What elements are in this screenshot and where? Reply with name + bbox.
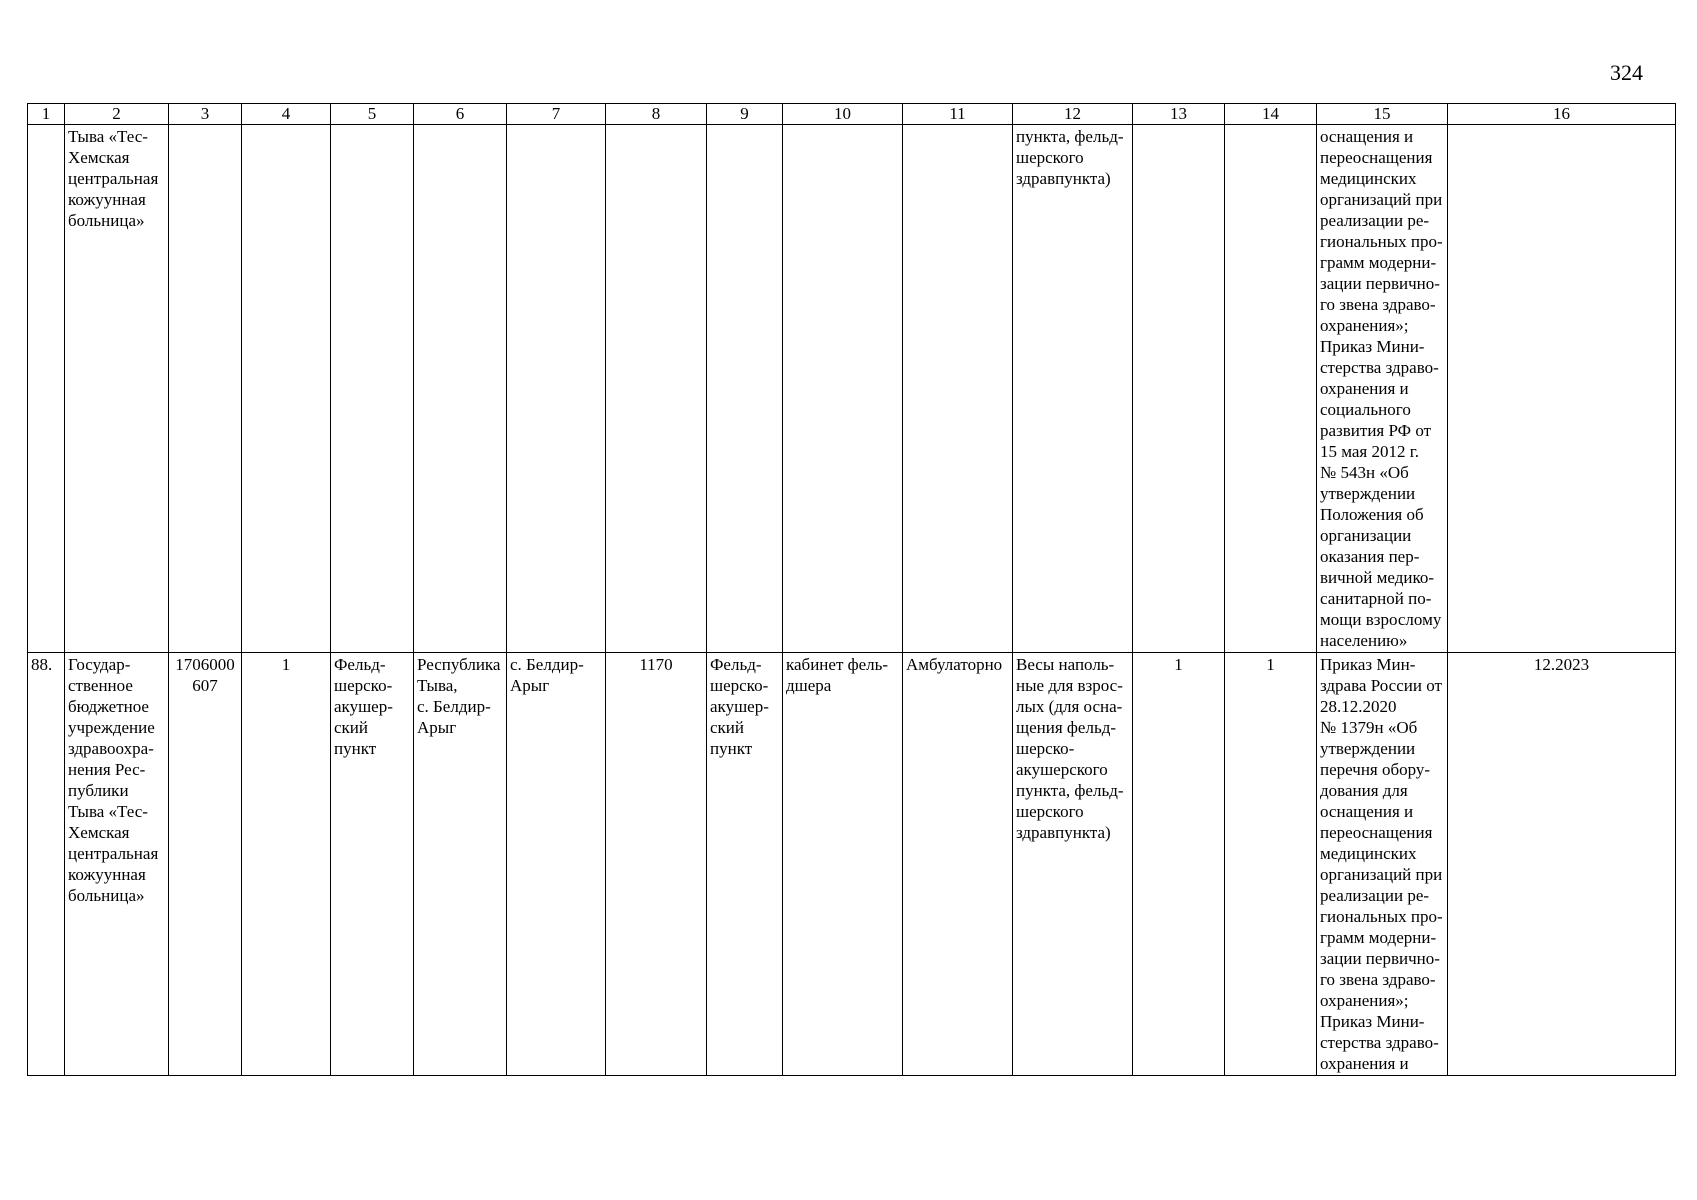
equipment-cell: пункта, фельд- шерского здравпункта)	[1013, 125, 1133, 653]
date-cell: 12.2023	[1448, 653, 1676, 1076]
care-type-cell: Амбулаторно	[903, 653, 1013, 1076]
room-cell: кабинет фель- дшера	[783, 653, 903, 1076]
equipment-cell: Весы наполь- ные для взрос- лых (для осна- щения фельд- шерско- акушерского пункта, фельд- шерского здравпункта)	[1013, 653, 1133, 1076]
row-number-cell: 88.	[28, 653, 65, 1076]
header-cell-9: 9	[707, 104, 783, 125]
address-cell	[414, 125, 507, 653]
code-cell	[169, 125, 242, 653]
header-cell-3: 3	[169, 104, 242, 125]
col5-cell	[331, 125, 414, 653]
col14-cell	[1225, 125, 1317, 653]
header-cell-12: 12	[1013, 104, 1133, 125]
document-table	[27, 103, 1676, 1076]
header-cell-10: 10	[783, 104, 903, 125]
organization-cell: Государ- ственное бюджетное учреждение здравоохра- нения Рес- публики Тыва «Тес- Хемская центральная кожуунная больница»	[65, 653, 169, 1076]
header-cell-1: 1	[28, 104, 65, 125]
header-cell-2: 2	[65, 104, 169, 125]
page-number: 324	[1610, 60, 1643, 85]
col9-cell	[707, 125, 783, 653]
room-cell	[783, 125, 903, 653]
settlement-cell	[507, 125, 606, 653]
col5-cell: Фельд- шерско- акушер- ский пункт	[331, 653, 414, 1076]
header-cell-8: 8	[606, 104, 707, 125]
header-cell-11: 11	[903, 104, 1013, 125]
col13-cell	[1133, 125, 1225, 653]
header-cell-14: 14	[1225, 104, 1317, 125]
col14-cell: 1	[1225, 653, 1317, 1076]
header-cell-16: 16	[1448, 104, 1676, 125]
care-type-cell	[903, 125, 1013, 653]
organization-cell: Тыва «Тес- Хемская центральная кожуунная больница»	[65, 125, 169, 653]
row-number-cell	[28, 125, 65, 653]
date-cell	[1448, 125, 1676, 653]
address-cell: Республика Тыва, с. Белдир- Арыг	[414, 653, 507, 1076]
legal-basis-cell: оснащения и переоснащения медицинских организаций при реализации ре- гиональных про- грамм модерни- зации первично- го звена здраво- охранения»; Приказ Мини- стерства здраво- охранения и социального развития РФ от 15 мая 2012 г. № 543н «Об утверждении Положения об организации оказания пер- вичной медико- санитарной по- мощи взрослому населению»	[1317, 125, 1448, 653]
code-cell: 1706000 607	[169, 653, 242, 1076]
col9-cell: Фельд- шерско- акушер- ский пункт	[707, 653, 783, 1076]
col8-cell: 1170	[606, 653, 707, 1076]
col13-cell: 1	[1133, 653, 1225, 1076]
col4-cell	[242, 125, 331, 653]
header-cell-7: 7	[507, 104, 606, 125]
header-cell-13: 13	[1133, 104, 1225, 125]
header-cell-4: 4	[242, 104, 331, 125]
col4-cell: 1	[242, 653, 331, 1076]
legal-basis-cell: Приказ Мин- здрава России от 28.12.2020 № 1379н «Об утверждении перечня обору- дования для оснащения и переоснащения медицинских организаций при реализации ре- гиональных про- грамм модерни- зации первично- го звена здраво- охранения»; Приказ Мини- стерства здраво- охранения и	[1317, 653, 1448, 1076]
col8-cell	[606, 125, 707, 653]
header-cell-6: 6	[414, 104, 507, 125]
header-cell-15: 15	[1317, 104, 1448, 125]
header-row	[28, 104, 1676, 125]
table-row	[28, 125, 1676, 653]
table-row	[28, 653, 1676, 1076]
header-cell-5: 5	[331, 104, 414, 125]
settlement-cell: с. Белдир- Арыг	[507, 653, 606, 1076]
